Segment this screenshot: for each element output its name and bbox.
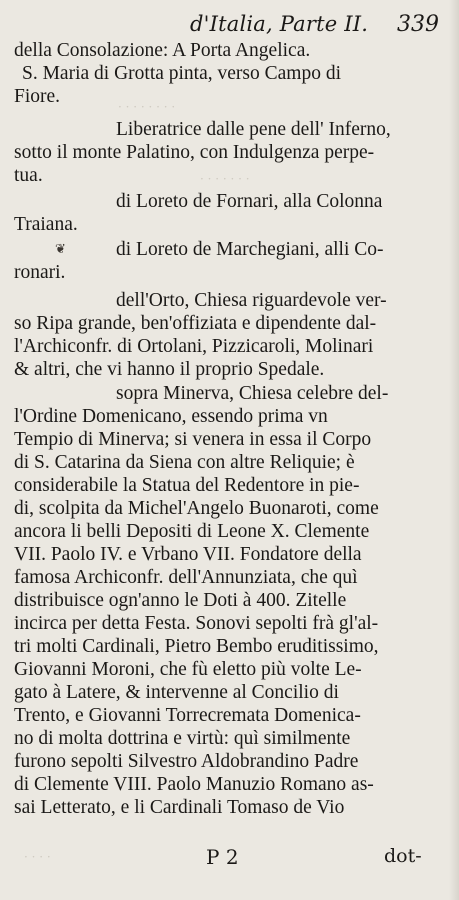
text-line: di S. Catarina da Siena con altre Reliquie; è [14,452,355,473]
text-line: sopra Minerva, Chiesa celebre del- [116,383,389,404]
text-line: tua. [14,165,43,186]
text-line: l'Archiconfr. di Ortolani, Pizzicaroli, Molinari [14,336,374,357]
text-line: Traiana. [14,214,78,235]
text-line: distribuisce ogn'anno le Doti à 400. Zitelle [14,590,347,611]
text-line: famosa Archiconfr. dell'Annunziata, che quì [14,567,358,588]
text-line: sotto il monte Palatino, con Indulgenza perpe- [14,142,375,163]
show-through-text: · · · · [24,850,51,864]
catchword: dot- [384,845,422,867]
text-line: di Loreto de Fornari, alla Colonna [116,191,383,212]
text-line: gato à Latere, & intervenne al Concilio di [14,682,339,703]
text-line: di, scolpita da Michel'Angelo Buonaroti, come [14,498,379,519]
text-line: S. Maria di Grotta pinta, verso Campo di [22,63,341,84]
text-line: & altri, che vi hanno il proprio Spedale. [14,359,325,380]
page-number: 339 [397,12,439,37]
text-line: Fiore. [14,86,61,107]
text-line: so Ripa grande, ben'offiziata e dipendente dal- [14,313,377,334]
text-line: Giovanni Moroni, che fù eletto più volte Le- [14,659,362,680]
printer-flower-ornament-icon: ❦ [55,242,66,257]
show-through-text: · · · · · · · · [118,100,176,114]
text-line: considerabile la Statua del Redentore in pie- [14,475,360,496]
show-through-text: · · · · · · · [200,172,250,186]
running-title: d'Italia, Parte II. [190,12,369,36]
text-line: l'Ordine Domenicano, essendo prima vn [14,406,328,427]
text-line: VII. Paolo IV. e Vrbano VII. Fondatore della [14,544,362,565]
text-line: di Loreto de Marchegiani, alli Co- [116,239,384,260]
page-edge-shadow [449,0,459,900]
text-line: sai Letterato, e li Cardinali Tomaso de Vio [14,797,345,818]
text-line: incirca per detta Festa. Sonovi sepolti frà gl'al- [14,613,379,634]
text-line: della Consolazione: A Porta Angelica. [14,40,311,61]
text-line: furono sepolti Silvestro Aldobrandino Padre [14,751,359,772]
text-line: Liberatrice dalle pene dell' Inferno, [116,119,391,140]
signature-mark: P 2 [206,845,239,869]
text-line: ronari. [14,262,66,283]
text-line: no di molta dottrina e virtù: quì similmente [14,728,351,749]
text-line: di Clemente VIII. Paolo Manuzio Romano as- [14,774,374,795]
text-line: Tempio di Minerva; si venera in essa il Corpo [14,429,372,450]
text-line: dell'Orto, Chiesa riguardevole ver- [116,290,387,311]
text-line: tri molti Cardinali, Pietro Bembo eruditissimo, [14,636,379,657]
text-line: Trento, e Giovanni Torrecremata Domenica- [14,705,361,726]
text-line: ancora li belli Depositi di Leone X. Clemente [14,521,370,542]
